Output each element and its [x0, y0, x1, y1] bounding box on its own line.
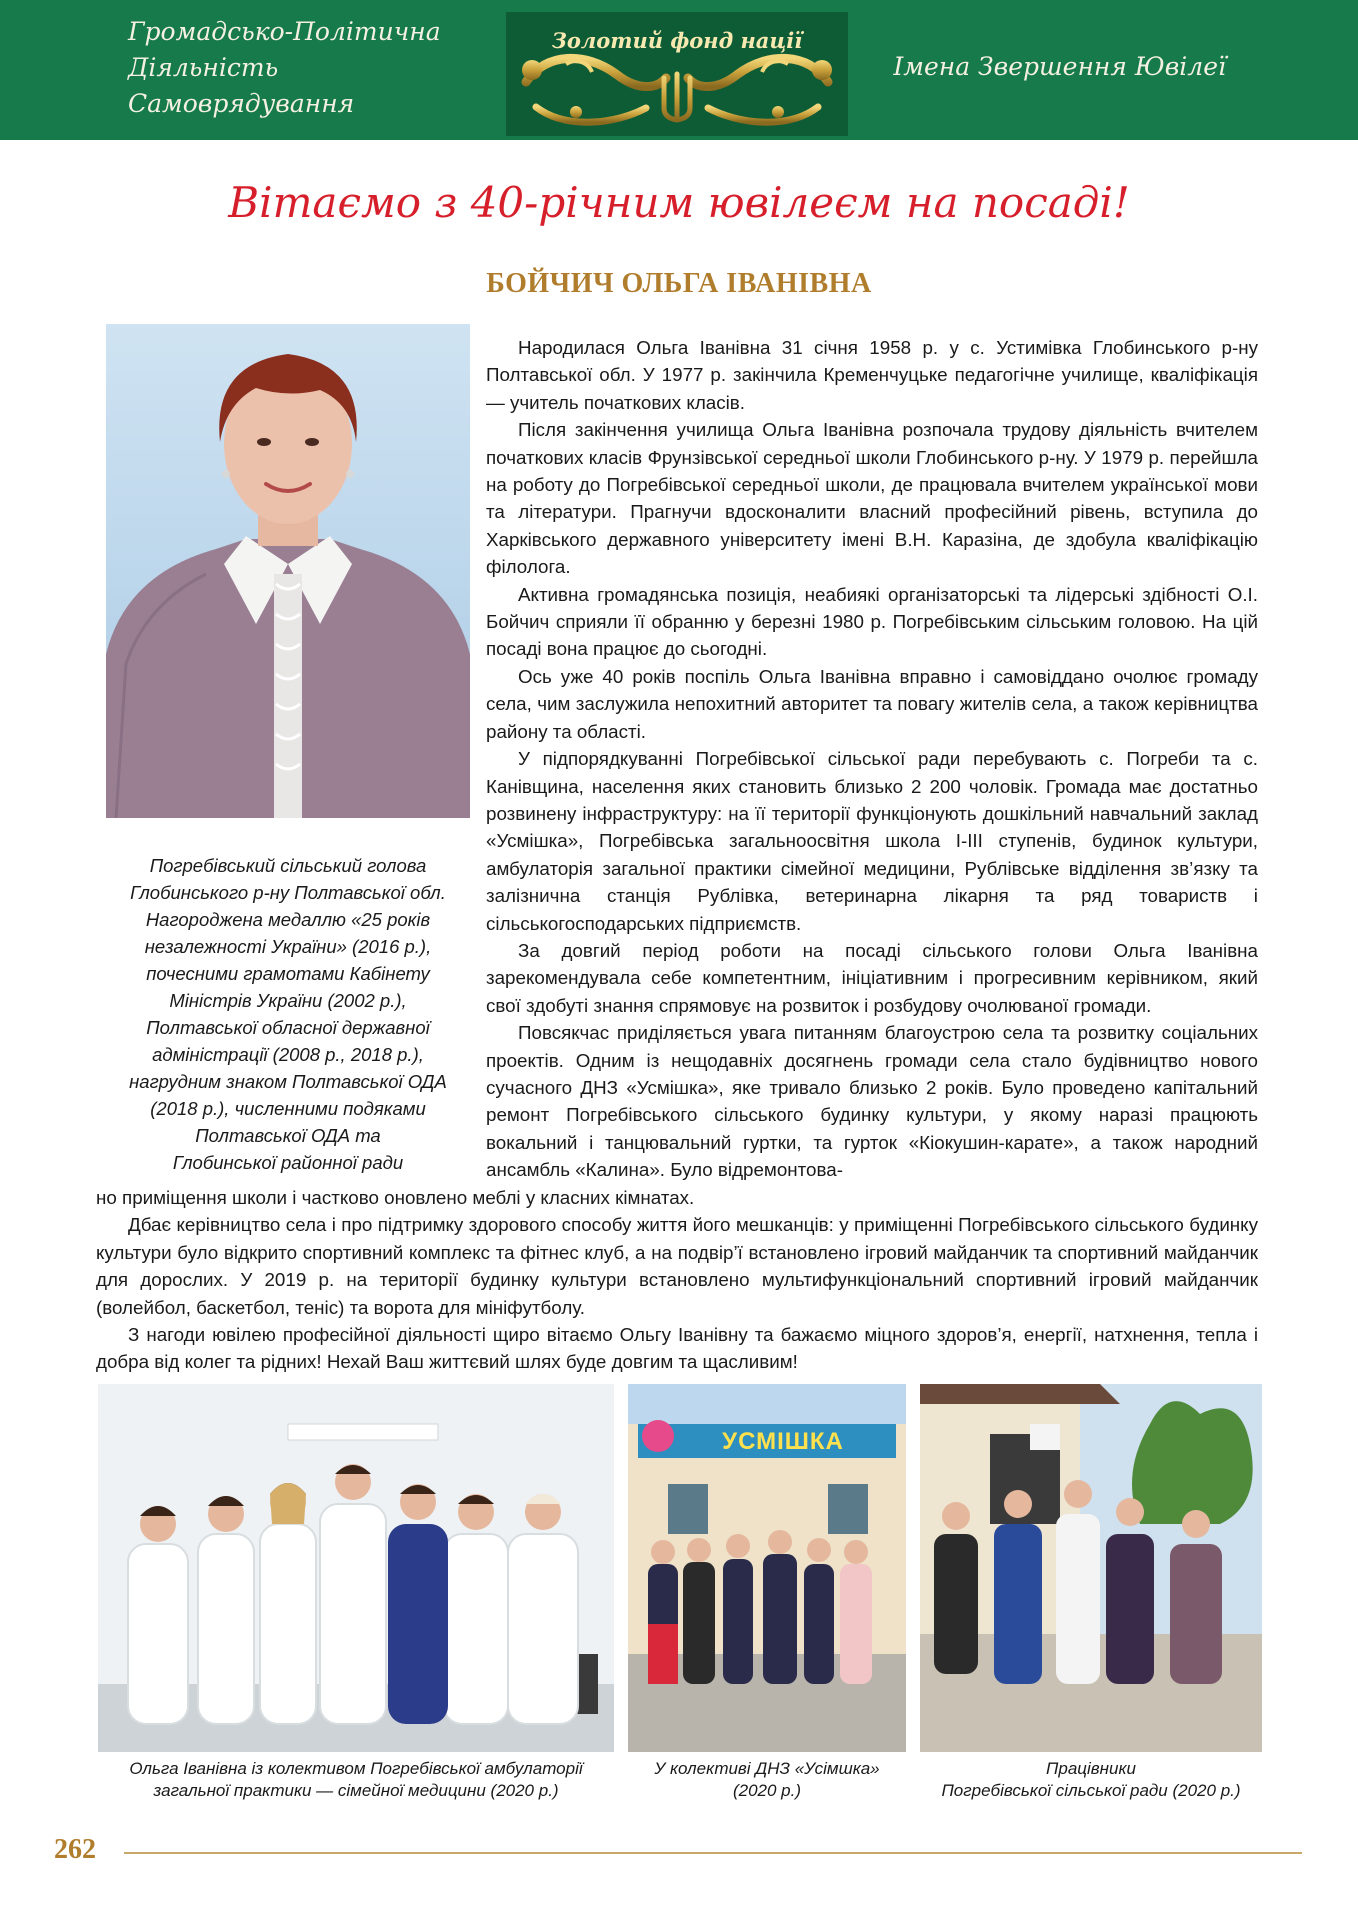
council-photo-caption [904, 1758, 1278, 1802]
caption-line: У колективі ДНЗ «Усімшка» [654, 1759, 880, 1778]
paragraph: но приміщення школи і частково оновлено меблі у класних кімнатах. [96, 1187, 695, 1208]
caption-line: незалежності України» (2016 р.), [144, 936, 432, 957]
caption-line: Міністрів України (2002 р.), [169, 990, 407, 1011]
caption-line: Погребівський сільський голова [149, 855, 427, 876]
caption-line: Глобинського р-ну Полтавської обл. [130, 882, 446, 903]
caption-line: загальної практики — сімейної медицини (2020 р.) [153, 1781, 559, 1800]
paragraph: Народилася Ольга Іванівна 31 січня 1958 р. у с. Устимівка Глобинського р-ну Полтавської обл. У 1977 р. закінчила Кременчуцьке педагогічне училище, кваліфікація — учитель початкових класів. [486, 337, 1258, 413]
portrait-photo [106, 324, 470, 818]
section-topics: Імена Звершення Ювілеї [893, 52, 1226, 81]
council-team-photo [920, 1384, 1262, 1752]
paragraph: У підпорядкуванні Погребівської сільської ради перебувають с. Погреби та с. Канівщина, населення яких становить близько 2 200 чоловік. Громада має достатньо розвинену інфраструктуру: на її території функціонують дошкільний навчальний заклад «Усмішка», Погребівська загальноосвітня школа І-ІІІ ступенів, будинок культури, амбулаторія загальної практики сімейної медицини, Рублівське відділення зв’язку та залізнична станція Рублівка, ветеринарна лікарня та ряд товариств і сільськогосподарських підприємств. [486, 748, 1258, 934]
paragraph: Ось уже 40 років поспіль Ольга Іванівна вправно і самовіддано очолює громаду села, чим заслужила непохитний авторитет та повагу жителів села, а також керівництва району та області. [486, 665, 1258, 742]
kindergarten-team-photo [628, 1384, 906, 1752]
caption-line: почесними грамотами Кабінету [146, 963, 430, 984]
clinic-scene [98, 1384, 614, 1752]
caption-line: адміністрації (2008 р., 2018 р.), [152, 1044, 424, 1065]
caption-line: нагрудним знаком Полтавської ОДА [129, 1071, 447, 1092]
header-band [0, 0, 1358, 140]
caption-line: Глобинської районної ради [172, 1152, 404, 1173]
kindergarten-sign: УСМІШКА [722, 1428, 844, 1455]
category-line: Діяльність [128, 53, 279, 82]
council-scene [920, 1384, 1262, 1752]
section-categories [128, 14, 441, 122]
paragraph: З нагоди ювілею професійної діяльності щиро вітаємо Ольгу Іванівну та бажаємо міцного здоров’я, енергії, натхнення, тепла і добра від колег та рідних! Нехай Ваш життєвий шлях буде довгим та щасливим! [96, 1324, 1258, 1373]
article-body-wide [96, 1184, 1258, 1376]
paragraph: За довгий період роботи на посаді сільського голови Ольга Іванівна зарекомендувала себе компетентним, ініціативним і прогресивним керівником, який свої здобуті знання спрямовує на розвиток і розбудову очолюваної громади. [486, 939, 1258, 1016]
paragraph: Дбає керівництво села і про підтримку здорового способу життя його мешканців: у приміщенні Погребівського сільського будинку культури було відкрито спортивний комплекс та фітнес клуб, а на подвір’ї встановлено ігровий майданчик та спортивний майданчик для дорослих. У 2019 р. на території будинку культури встановлено мультифункціональний спортивний ігровий майданчик (волейбол, баскетбол, теніс) та ворота для мініфутболу. [96, 1214, 1258, 1318]
portrait-caption [96, 852, 480, 1176]
page-number: 262 [54, 1834, 96, 1865]
greeting-heading: Вітаємо з 40-річним ювілеєм на посаді! [228, 178, 1130, 227]
caption-line: (2020 р.) [732, 1781, 802, 1800]
caption-line: Ольга Іванівна із колективом Погребівської амбулаторії [129, 1759, 583, 1778]
caption-line: Полтавської ОДА та [195, 1125, 381, 1146]
article-body-column [486, 334, 1258, 1184]
caption-line: Погребівської сільської ради (2020 р.) [941, 1781, 1241, 1800]
paragraph: Повсякчас приділяється увага питанням благоустрою села та розвитку соціальних проектів. Одним із нещодавніх досягнень громади села стало будівництво нового сучасного ДНЗ «Усмішка», яке тривало близько 2 років. Було проведено капітальний ремонт Погребівського сільського будинку культури, у якому наразі працюють вокальний і танцювальний гуртки, та гурток «Кіокушин-карате», а також народний ансамбль «Калина». Було відремонтова- [486, 1022, 1258, 1181]
person-name: БОЙЧИЧ ОЛЬГА ІВАНІВНА [486, 268, 872, 299]
portrait-figure [106, 324, 470, 818]
paragraph: Активна громадянська позиція, неабиякі організаторські та лідерські здібності О.І. Бойчич сприяли її обранню у березні 1980 р. Погребівським сільським головою. На цій посаді вона працює до сьогодні. [486, 583, 1258, 660]
category-line: Громадсько-Політична [128, 17, 441, 46]
emblem-title: Золотий фонд нації [551, 28, 803, 53]
caption-line: Нагороджена медаллю «25 років [145, 909, 431, 930]
clinic-team-photo [98, 1384, 614, 1752]
caption-line: Полтавської обласної державної [146, 1017, 430, 1038]
emblem-banner [506, 12, 848, 136]
paragraph: Після закінчення училища Ольга Іванівна розпочала трудову діяльність вчителем початкових класів Фрунзівської середньої школи Глобинського р-ну. У 1979 р. перейшла на роботу до Погребівської середньої школи, де працювала вчителем української мови та літератури. Прагнучи вдосконалити власний професійний рівень, вступила до Харківського державного університету імені В.Н. Каразіна, де здобула кваліфікацію філолога. [486, 419, 1258, 578]
category-line: Самоврядування [128, 89, 355, 118]
caption-line: (2018 р.), численними подяками [150, 1098, 426, 1119]
caption-line: Працівники [1046, 1759, 1136, 1778]
kindergarten-photo-caption [606, 1758, 928, 1802]
footer-divider [124, 1852, 1302, 1854]
clinic-photo-caption [98, 1758, 614, 1802]
